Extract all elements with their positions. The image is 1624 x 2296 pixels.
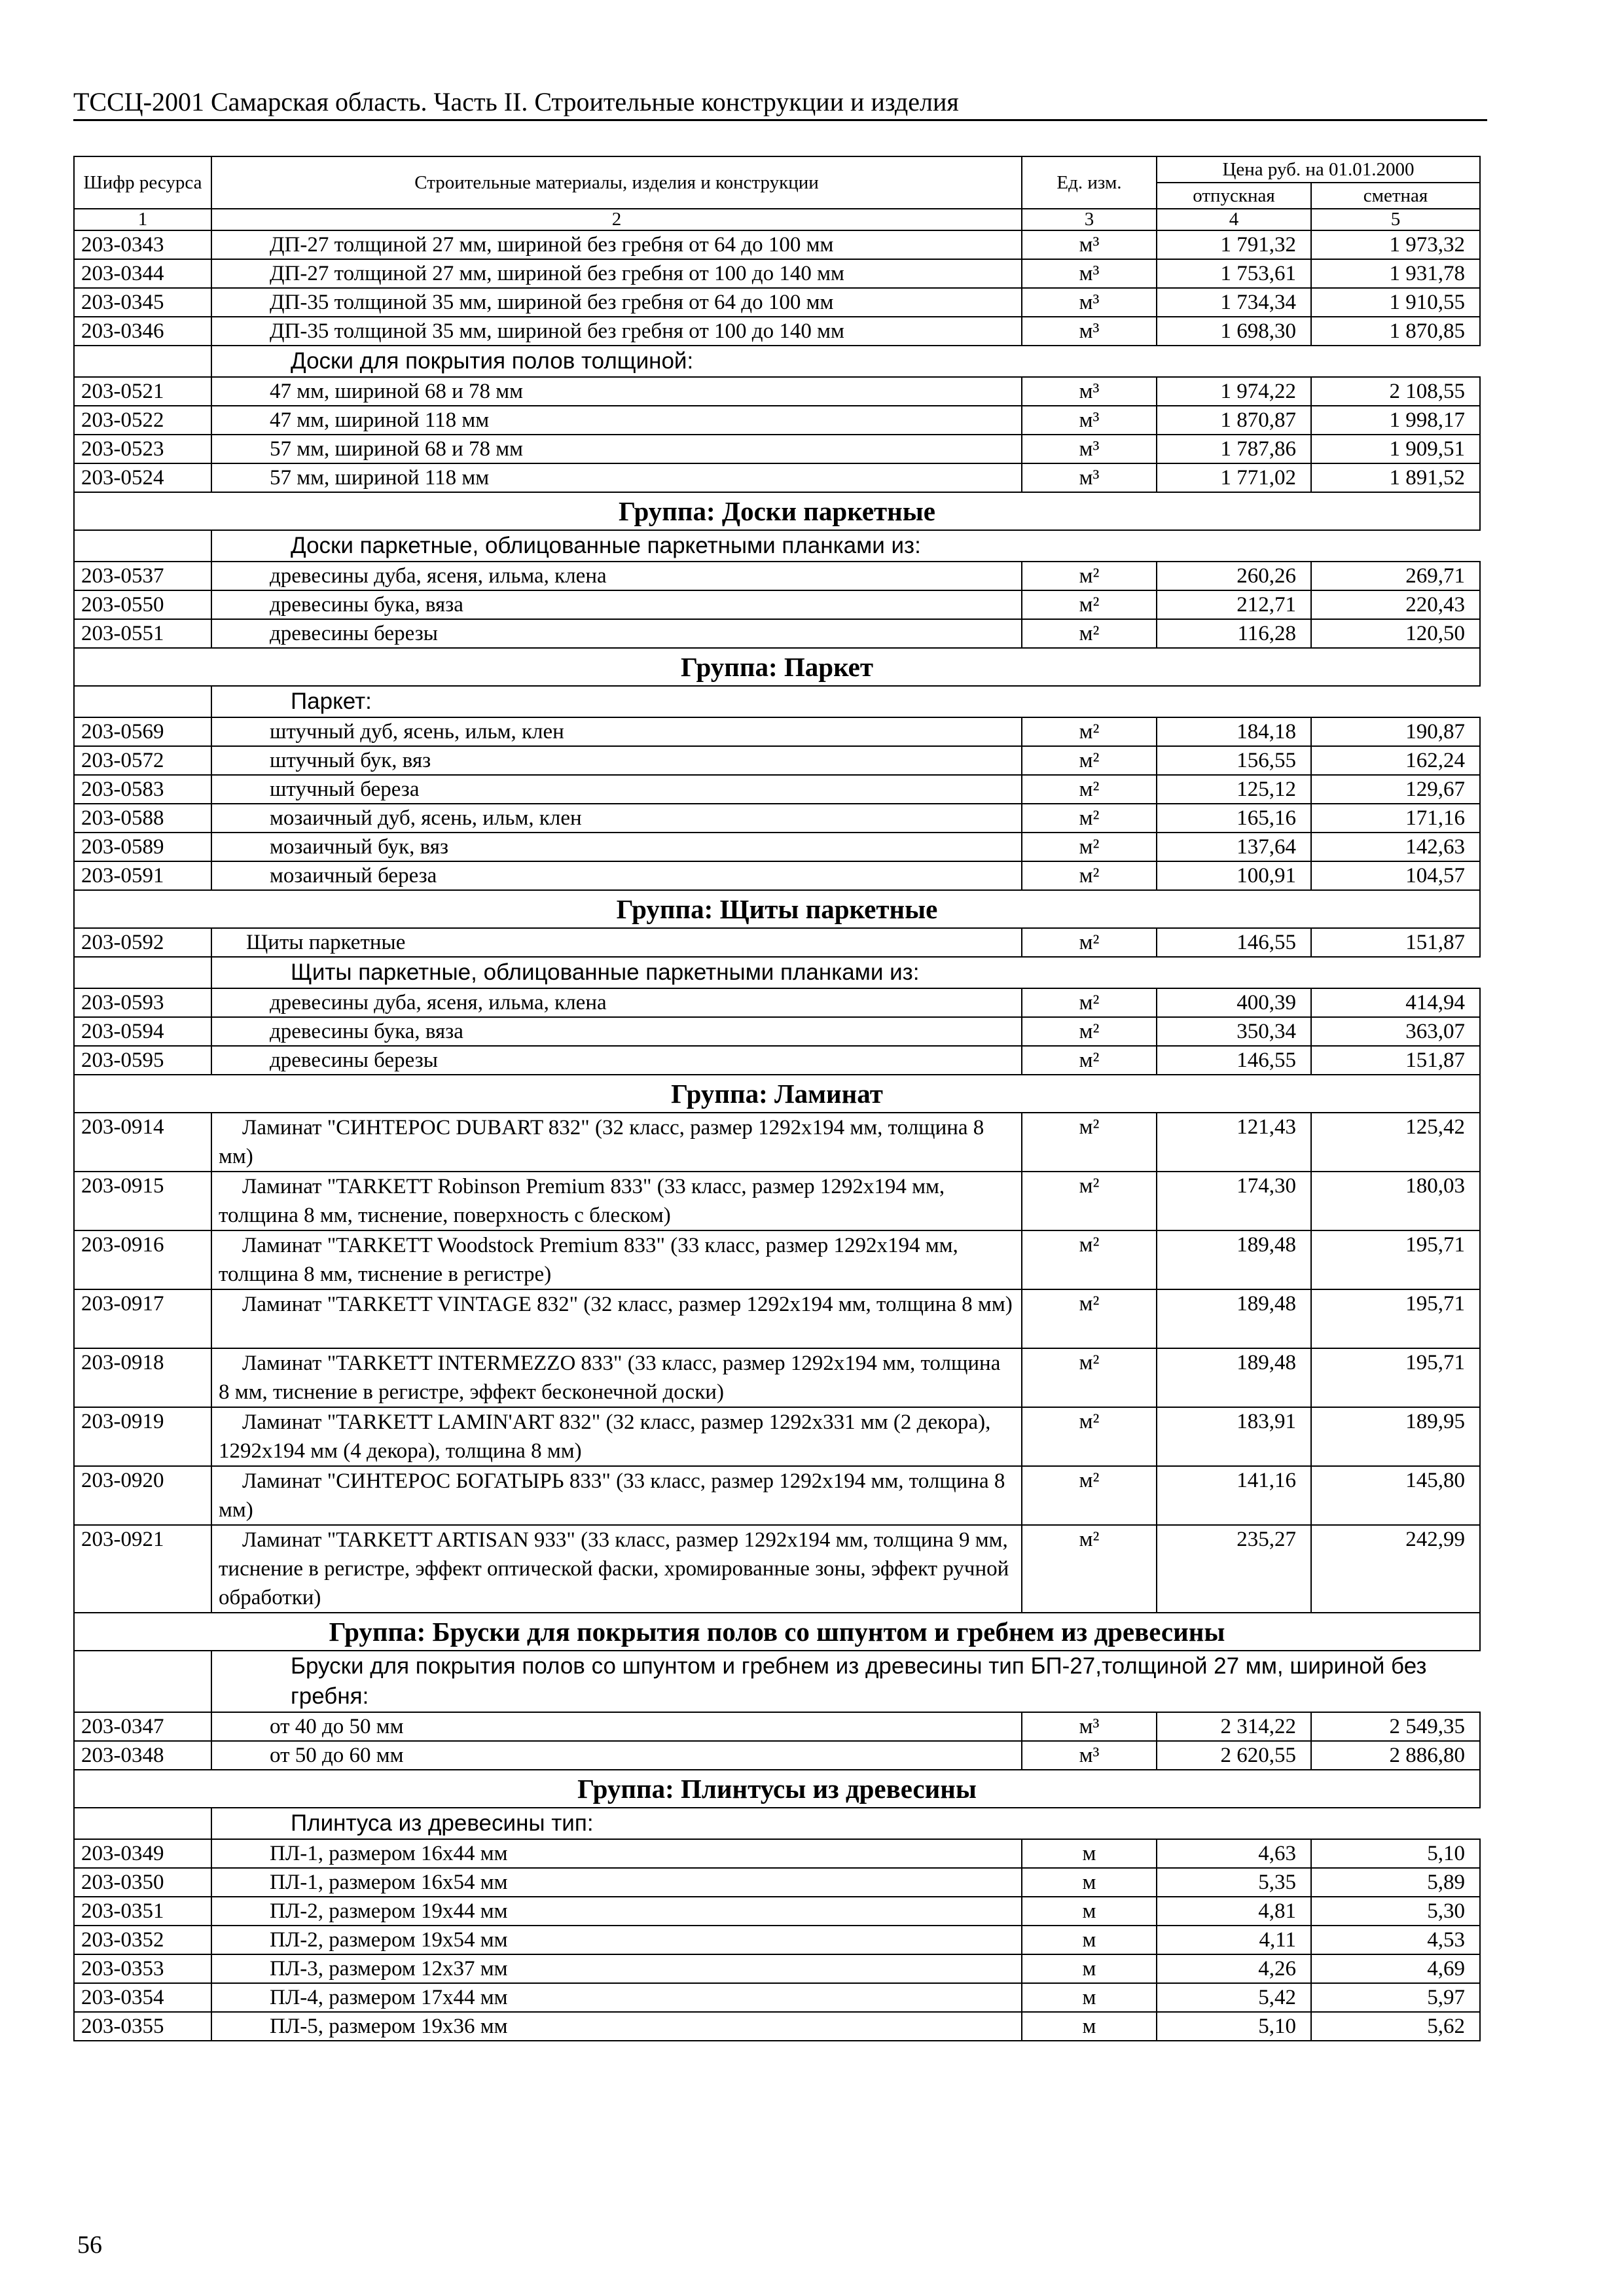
table-row bbox=[74, 377, 1480, 406]
table-row bbox=[74, 1289, 1480, 1348]
empty-code-cell bbox=[74, 346, 211, 377]
subheading-row bbox=[74, 686, 1480, 717]
header-code: Шифр ресурса bbox=[74, 156, 211, 209]
unit-cell: м² bbox=[1022, 833, 1157, 861]
release-price-cell: 1 698,30 bbox=[1157, 317, 1311, 346]
unit-cell: м³ bbox=[1022, 259, 1157, 288]
subheading-text: Плинтуса из древесины тип: bbox=[211, 1808, 1480, 1839]
estimate-price-cell: 5,62 bbox=[1311, 2012, 1480, 2041]
unit-cell: м² bbox=[1022, 861, 1157, 890]
table-row bbox=[74, 775, 1480, 804]
estimate-price-cell: 4,53 bbox=[1311, 1926, 1480, 1954]
unit-cell: м bbox=[1022, 2012, 1157, 2041]
estimate-price-cell: 190,87 bbox=[1311, 717, 1480, 746]
material-name: древесины дуба, ясеня, ильма, клена bbox=[211, 562, 1022, 590]
release-price-cell: 156,55 bbox=[1157, 746, 1311, 775]
unit-cell: м³ bbox=[1022, 1741, 1157, 1770]
release-price-cell: 1 734,34 bbox=[1157, 288, 1311, 317]
unit-cell: м³ bbox=[1022, 230, 1157, 259]
table-row bbox=[74, 1525, 1480, 1613]
column-number: 3 bbox=[1022, 209, 1157, 230]
estimate-price-cell: 151,87 bbox=[1311, 1046, 1480, 1075]
subheading-row bbox=[74, 957, 1480, 988]
resource-code: 203-0350 bbox=[74, 1868, 211, 1897]
release-price-cell: 2 620,55 bbox=[1157, 1741, 1311, 1770]
unit-cell: м² bbox=[1022, 988, 1157, 1017]
estimate-price-cell: 104,57 bbox=[1311, 861, 1480, 890]
unit-cell: м² bbox=[1022, 804, 1157, 833]
release-price-cell: 4,26 bbox=[1157, 1954, 1311, 1983]
release-price-cell: 141,16 bbox=[1157, 1466, 1311, 1525]
table-row bbox=[74, 1113, 1480, 1172]
unit-cell: м bbox=[1022, 1983, 1157, 2012]
column-number: 5 bbox=[1311, 209, 1480, 230]
group-row bbox=[74, 890, 1480, 928]
estimate-price-cell: 1 909,51 bbox=[1311, 435, 1480, 463]
table-row bbox=[74, 619, 1480, 648]
resource-code: 203-0348 bbox=[74, 1741, 211, 1770]
unit-cell: м² bbox=[1022, 1525, 1157, 1613]
group-title: Группа: Паркет bbox=[74, 648, 1480, 686]
release-price-cell: 100,91 bbox=[1157, 861, 1311, 890]
resource-code: 203-0352 bbox=[74, 1926, 211, 1954]
table-row bbox=[74, 2012, 1480, 2041]
estimate-price-cell: 1 998,17 bbox=[1311, 406, 1480, 435]
material-name: Щиты паркетные bbox=[211, 928, 1022, 957]
resource-code: 203-0345 bbox=[74, 288, 211, 317]
estimate-price-cell: 4,69 bbox=[1311, 1954, 1480, 1983]
material-name: ПЛ-4, размером 17х44 мм bbox=[211, 1983, 1022, 2012]
resource-code: 203-0569 bbox=[74, 717, 211, 746]
unit-cell: м² bbox=[1022, 1466, 1157, 1525]
estimate-price-cell: 180,03 bbox=[1311, 1172, 1480, 1230]
table-row bbox=[74, 861, 1480, 890]
material-name: древесины березы bbox=[211, 1046, 1022, 1075]
resource-code: 203-0914 bbox=[74, 1113, 211, 1172]
table-row bbox=[74, 1983, 1480, 2012]
material-name: мозаичный дуб, ясень, ильм, клен bbox=[211, 804, 1022, 833]
header-release-price: отпускная bbox=[1157, 183, 1311, 209]
group-title: Группа: Бруски для покрытия полов со шпунтом и гребнем из древесины bbox=[74, 1613, 1480, 1651]
material-name: ПЛ-1, размером 16х54 мм bbox=[211, 1868, 1022, 1897]
material-name: Ламинат "TARKETT INTERMEZZO 833" (33 класс, размер 1292х194 мм, толщина 8 мм, тиснение в регистре, эффект бесконечной доски) bbox=[211, 1348, 1022, 1407]
material-name: штучный береза bbox=[211, 775, 1022, 804]
material-name: древесины березы bbox=[211, 619, 1022, 648]
unit-cell: м³ bbox=[1022, 317, 1157, 346]
material-name: мозаичный береза bbox=[211, 861, 1022, 890]
subheading-row bbox=[74, 530, 1480, 562]
estimate-price-cell: 2 886,80 bbox=[1311, 1741, 1480, 1770]
estimate-price-cell: 189,95 bbox=[1311, 1407, 1480, 1466]
group-row bbox=[74, 1770, 1480, 1808]
release-price-cell: 1 753,61 bbox=[1157, 259, 1311, 288]
material-name: древесины дуба, ясеня, ильма, клена bbox=[211, 988, 1022, 1017]
estimate-price-cell: 145,80 bbox=[1311, 1466, 1480, 1525]
unit-cell: м² bbox=[1022, 928, 1157, 957]
table-row bbox=[74, 833, 1480, 861]
unit-cell: м bbox=[1022, 1897, 1157, 1926]
table-row bbox=[74, 1712, 1480, 1741]
estimate-price-cell: 1 870,85 bbox=[1311, 317, 1480, 346]
release-price-cell: 189,48 bbox=[1157, 1289, 1311, 1348]
estimate-price-cell: 220,43 bbox=[1311, 590, 1480, 619]
resource-code: 203-0589 bbox=[74, 833, 211, 861]
release-price-cell: 184,18 bbox=[1157, 717, 1311, 746]
table-row bbox=[74, 435, 1480, 463]
empty-code-cell bbox=[74, 530, 211, 562]
resource-code: 203-0347 bbox=[74, 1712, 211, 1741]
unit-cell: м² bbox=[1022, 1407, 1157, 1466]
material-name: Ламинат "TARKETT ARTISAN 933" (33 класс, размер 1292х194 мм, толщина 9 мм, тиснение в регистре, эффект оптической фаски, хромированные зоны, эффект ручной обработки) bbox=[211, 1525, 1022, 1613]
subheading-text: Паркет: bbox=[211, 686, 1480, 717]
material-name: мозаичный бук, вяз bbox=[211, 833, 1022, 861]
resource-code: 203-0595 bbox=[74, 1046, 211, 1075]
header-unit: Ед. изм. bbox=[1022, 156, 1157, 209]
resource-code: 203-0346 bbox=[74, 317, 211, 346]
table-row bbox=[74, 259, 1480, 288]
resource-code: 203-0344 bbox=[74, 259, 211, 288]
resource-code: 203-0583 bbox=[74, 775, 211, 804]
table-row bbox=[74, 1839, 1480, 1868]
resource-code: 203-0594 bbox=[74, 1017, 211, 1046]
estimate-price-cell: 151,87 bbox=[1311, 928, 1480, 957]
unit-cell: м² bbox=[1022, 590, 1157, 619]
group-row bbox=[74, 492, 1480, 530]
material-name: от 40 до 50 мм bbox=[211, 1712, 1022, 1741]
table-row bbox=[74, 1926, 1480, 1954]
resource-code: 203-0916 bbox=[74, 1230, 211, 1289]
resource-code: 203-0521 bbox=[74, 377, 211, 406]
table-row bbox=[74, 1172, 1480, 1230]
estimate-price-cell: 120,50 bbox=[1311, 619, 1480, 648]
unit-cell: м² bbox=[1022, 1289, 1157, 1348]
table-row bbox=[74, 1868, 1480, 1897]
resource-code: 203-0343 bbox=[74, 230, 211, 259]
resource-code: 203-0537 bbox=[74, 562, 211, 590]
table-row bbox=[74, 562, 1480, 590]
resource-code: 203-0917 bbox=[74, 1289, 211, 1348]
material-name: ПЛ-2, размером 19х54 мм bbox=[211, 1926, 1022, 1954]
release-price-cell: 1 791,32 bbox=[1157, 230, 1311, 259]
release-price-cell: 146,55 bbox=[1157, 928, 1311, 957]
release-price-cell: 1 787,86 bbox=[1157, 435, 1311, 463]
empty-code-cell bbox=[74, 1651, 211, 1712]
material-name: Ламинат "СИНТЕРОС DUBART 832" (32 класс, размер 1292х194 мм, толщина 8 мм) bbox=[211, 1113, 1022, 1172]
header-rule bbox=[73, 119, 1487, 121]
unit-cell: м² bbox=[1022, 1348, 1157, 1407]
release-price-cell: 189,48 bbox=[1157, 1230, 1311, 1289]
table-row bbox=[74, 463, 1480, 492]
subheading-row bbox=[74, 1651, 1480, 1712]
resource-code: 203-0353 bbox=[74, 1954, 211, 1983]
material-name: ДП-27 толщиной 27 мм, шириной без гребня от 100 до 140 мм bbox=[211, 259, 1022, 288]
empty-code-cell bbox=[74, 1808, 211, 1839]
page-number: 56 bbox=[77, 2231, 102, 2259]
resource-code: 203-0918 bbox=[74, 1348, 211, 1407]
table-row bbox=[74, 1954, 1480, 1983]
table-row bbox=[74, 804, 1480, 833]
release-price-cell: 260,26 bbox=[1157, 562, 1311, 590]
unit-cell: м² bbox=[1022, 775, 1157, 804]
estimate-price-cell: 195,71 bbox=[1311, 1289, 1480, 1348]
material-name: Ламинат "TARKETT VINTAGE 832" (32 класс, размер 1292х194 мм, толщина 8 мм) bbox=[211, 1289, 1022, 1348]
release-price-cell: 235,27 bbox=[1157, 1525, 1311, 1613]
material-name: Ламинат "TARKETT LAMIN'ART 832" (32 класс, размер 1292х331 мм (2 декора), 1292х194 мм (4 декора), толщина 8 мм) bbox=[211, 1407, 1022, 1466]
material-name: древесины бука, вяза bbox=[211, 590, 1022, 619]
material-name: Ламинат "TARKETT Woodstock Premium 833" (33 класс, размер 1292х194 мм, толщина 8 мм, тиснение в регистре) bbox=[211, 1230, 1022, 1289]
group-title: Группа: Щиты паркетные bbox=[74, 890, 1480, 928]
table-header bbox=[74, 156, 1480, 230]
resource-code: 203-0354 bbox=[74, 1983, 211, 2012]
release-price-cell: 4,63 bbox=[1157, 1839, 1311, 1868]
estimate-price-cell: 129,67 bbox=[1311, 775, 1480, 804]
unit-cell: м³ bbox=[1022, 377, 1157, 406]
material-name: 57 мм, шириной 68 и 78 мм bbox=[211, 435, 1022, 463]
estimate-price-cell: 125,42 bbox=[1311, 1113, 1480, 1172]
estimate-price-cell: 1 931,78 bbox=[1311, 259, 1480, 288]
release-price-cell: 4,11 bbox=[1157, 1926, 1311, 1954]
release-price-cell: 5,35 bbox=[1157, 1868, 1311, 1897]
header-estimate-price: сметная bbox=[1311, 183, 1480, 209]
resource-code: 203-0550 bbox=[74, 590, 211, 619]
material-name: от 50 до 60 мм bbox=[211, 1741, 1022, 1770]
material-name: Ламинат "СИНТЕРОС БОГАТЫРЬ 833" (33 класс, размер 1292х194 мм, толщина 8 мм) bbox=[211, 1466, 1022, 1525]
table-row bbox=[74, 928, 1480, 957]
unit-cell: м² bbox=[1022, 717, 1157, 746]
material-name: ПЛ-1, размером 16х44 мм bbox=[211, 1839, 1022, 1868]
unit-cell: м bbox=[1022, 1954, 1157, 1983]
table-row bbox=[74, 317, 1480, 346]
material-name: древесины бука, вяза bbox=[211, 1017, 1022, 1046]
resource-code: 203-0919 bbox=[74, 1407, 211, 1466]
estimate-price-cell: 5,89 bbox=[1311, 1868, 1480, 1897]
estimate-price-cell: 162,24 bbox=[1311, 746, 1480, 775]
resource-code: 203-0551 bbox=[74, 619, 211, 648]
page-title: ТССЦ-2001 Самарская область. Часть II. Строительные конструкции и изделия bbox=[73, 87, 959, 117]
material-name: ДП-27 толщиной 27 мм, шириной без гребня от 64 до 100 мм bbox=[211, 230, 1022, 259]
material-name: ДП-35 толщиной 35 мм, шириной без гребня от 100 до 140 мм bbox=[211, 317, 1022, 346]
table-row bbox=[74, 1046, 1480, 1075]
resource-code: 203-0593 bbox=[74, 988, 211, 1017]
estimate-price-cell: 2 549,35 bbox=[1311, 1712, 1480, 1741]
group-title: Группа: Ламинат bbox=[74, 1075, 1480, 1113]
material-name: ПЛ-5, размером 19х36 мм bbox=[211, 2012, 1022, 2041]
unit-cell: м³ bbox=[1022, 463, 1157, 492]
table-row bbox=[74, 1741, 1480, 1770]
group-title: Группа: Плинтусы из древесины bbox=[74, 1770, 1480, 1808]
release-price-cell: 121,43 bbox=[1157, 1113, 1311, 1172]
table-body bbox=[74, 230, 1480, 2041]
material-name: 57 мм, шириной 118 мм bbox=[211, 463, 1022, 492]
release-price-cell: 189,48 bbox=[1157, 1348, 1311, 1407]
group-title: Группа: Доски паркетные bbox=[74, 492, 1480, 530]
release-price-cell: 1 870,87 bbox=[1157, 406, 1311, 435]
unit-cell: м³ bbox=[1022, 406, 1157, 435]
resource-code: 203-0523 bbox=[74, 435, 211, 463]
table-row bbox=[74, 746, 1480, 775]
resource-code: 203-0522 bbox=[74, 406, 211, 435]
subheading-text: Щиты паркетные, облицованные паркетными планками из: bbox=[211, 957, 1480, 988]
estimate-price-cell: 363,07 bbox=[1311, 1017, 1480, 1046]
release-price-cell: 165,16 bbox=[1157, 804, 1311, 833]
unit-cell: м² bbox=[1022, 619, 1157, 648]
unit-cell: м bbox=[1022, 1926, 1157, 1954]
material-name: Ламинат "TARKETT Robinson Premium 833" (33 класс, размер 1292х194 мм, толщина 8 мм, тиснение, поверхность с блеском) bbox=[211, 1172, 1022, 1230]
unit-cell: м² bbox=[1022, 1113, 1157, 1172]
empty-code-cell bbox=[74, 957, 211, 988]
subheading-text: Доски паркетные, облицованные паркетными планками из: bbox=[211, 530, 1480, 562]
estimate-price-cell: 414,94 bbox=[1311, 988, 1480, 1017]
release-price-cell: 2 314,22 bbox=[1157, 1712, 1311, 1741]
material-name: ПЛ-2, размером 19х44 мм bbox=[211, 1897, 1022, 1926]
resource-code: 203-0591 bbox=[74, 861, 211, 890]
column-number: 1 bbox=[74, 209, 211, 230]
resource-code: 203-0592 bbox=[74, 928, 211, 957]
table-row bbox=[74, 988, 1480, 1017]
estimate-price-cell: 195,71 bbox=[1311, 1348, 1480, 1407]
table-row bbox=[74, 1897, 1480, 1926]
material-name: 47 мм, шириной 68 и 78 мм bbox=[211, 377, 1022, 406]
column-number: 4 bbox=[1157, 209, 1311, 230]
unit-cell: м² bbox=[1022, 746, 1157, 775]
release-price-cell: 400,39 bbox=[1157, 988, 1311, 1017]
release-price-cell: 350,34 bbox=[1157, 1017, 1311, 1046]
table-row bbox=[74, 1348, 1480, 1407]
estimate-price-cell: 195,71 bbox=[1311, 1230, 1480, 1289]
group-row bbox=[74, 1613, 1480, 1651]
unit-cell: м bbox=[1022, 1839, 1157, 1868]
estimate-price-cell: 5,30 bbox=[1311, 1897, 1480, 1926]
table-row bbox=[74, 717, 1480, 746]
empty-code-cell bbox=[74, 686, 211, 717]
subheading-row bbox=[74, 346, 1480, 377]
unit-cell: м² bbox=[1022, 1046, 1157, 1075]
estimate-price-cell: 2 108,55 bbox=[1311, 377, 1480, 406]
resource-code: 203-0355 bbox=[74, 2012, 211, 2041]
header-price: Цена руб. на 01.01.2000 bbox=[1157, 156, 1480, 183]
unit-cell: м² bbox=[1022, 562, 1157, 590]
release-price-cell: 116,28 bbox=[1157, 619, 1311, 648]
release-price-cell: 1 771,02 bbox=[1157, 463, 1311, 492]
release-price-cell: 174,30 bbox=[1157, 1172, 1311, 1230]
release-price-cell: 5,10 bbox=[1157, 2012, 1311, 2041]
unit-cell: м³ bbox=[1022, 1712, 1157, 1741]
estimate-price-cell: 1 891,52 bbox=[1311, 463, 1480, 492]
estimate-price-cell: 5,10 bbox=[1311, 1839, 1480, 1868]
release-price-cell: 183,91 bbox=[1157, 1407, 1311, 1466]
material-name: штучный дуб, ясень, ильм, клен bbox=[211, 717, 1022, 746]
resource-code: 203-0920 bbox=[74, 1466, 211, 1525]
release-price-cell: 137,64 bbox=[1157, 833, 1311, 861]
material-name: штучный бук, вяз bbox=[211, 746, 1022, 775]
release-price-cell: 125,12 bbox=[1157, 775, 1311, 804]
release-price-cell: 212,71 bbox=[1157, 590, 1311, 619]
estimate-price-cell: 242,99 bbox=[1311, 1525, 1480, 1613]
release-price-cell: 5,42 bbox=[1157, 1983, 1311, 2012]
material-name: 47 мм, шириной 118 мм bbox=[211, 406, 1022, 435]
unit-cell: м² bbox=[1022, 1017, 1157, 1046]
table-row bbox=[74, 230, 1480, 259]
table-row bbox=[74, 1466, 1480, 1525]
table-row bbox=[74, 1407, 1480, 1466]
header-name: Строительные материалы, изделия и конструкции bbox=[211, 156, 1022, 209]
estimate-price-cell: 1 910,55 bbox=[1311, 288, 1480, 317]
resource-code: 203-0349 bbox=[74, 1839, 211, 1868]
material-name: ПЛ-3, размером 12х37 мм bbox=[211, 1954, 1022, 1983]
resource-code: 203-0915 bbox=[74, 1172, 211, 1230]
release-price-cell: 1 974,22 bbox=[1157, 377, 1311, 406]
estimate-price-cell: 171,16 bbox=[1311, 804, 1480, 833]
unit-cell: м³ bbox=[1022, 435, 1157, 463]
resource-code: 203-0351 bbox=[74, 1897, 211, 1926]
estimate-price-cell: 142,63 bbox=[1311, 833, 1480, 861]
unit-cell: м bbox=[1022, 1868, 1157, 1897]
unit-cell: м² bbox=[1022, 1172, 1157, 1230]
column-number: 2 bbox=[211, 209, 1022, 230]
unit-cell: м³ bbox=[1022, 288, 1157, 317]
resource-code: 203-0921 bbox=[74, 1525, 211, 1613]
release-price-cell: 146,55 bbox=[1157, 1046, 1311, 1075]
table-row bbox=[74, 1230, 1480, 1289]
table-row bbox=[74, 590, 1480, 619]
group-row bbox=[74, 648, 1480, 686]
group-row bbox=[74, 1075, 1480, 1113]
estimate-price-cell: 5,97 bbox=[1311, 1983, 1480, 2012]
subheading-text: Бруски для покрытия полов со шпунтом и гребнем из древесины тип БП-27,толщиной 27 мм, шириной без гребня: bbox=[211, 1651, 1480, 1712]
resource-code: 203-0524 bbox=[74, 463, 211, 492]
unit-cell: м² bbox=[1022, 1230, 1157, 1289]
release-price-cell: 4,81 bbox=[1157, 1897, 1311, 1926]
estimate-price-cell: 1 973,32 bbox=[1311, 230, 1480, 259]
estimate-price-cell: 269,71 bbox=[1311, 562, 1480, 590]
subheading-text: Доски для покрытия полов толщиной: bbox=[211, 346, 1480, 377]
table-row bbox=[74, 406, 1480, 435]
subheading-row bbox=[74, 1808, 1480, 1839]
price-table bbox=[73, 156, 1481, 2041]
resource-code: 203-0572 bbox=[74, 746, 211, 775]
table-row bbox=[74, 288, 1480, 317]
resource-code: 203-0588 bbox=[74, 804, 211, 833]
material-name: ДП-35 толщиной 35 мм, шириной без гребня от 64 до 100 мм bbox=[211, 288, 1022, 317]
table-row bbox=[74, 1017, 1480, 1046]
